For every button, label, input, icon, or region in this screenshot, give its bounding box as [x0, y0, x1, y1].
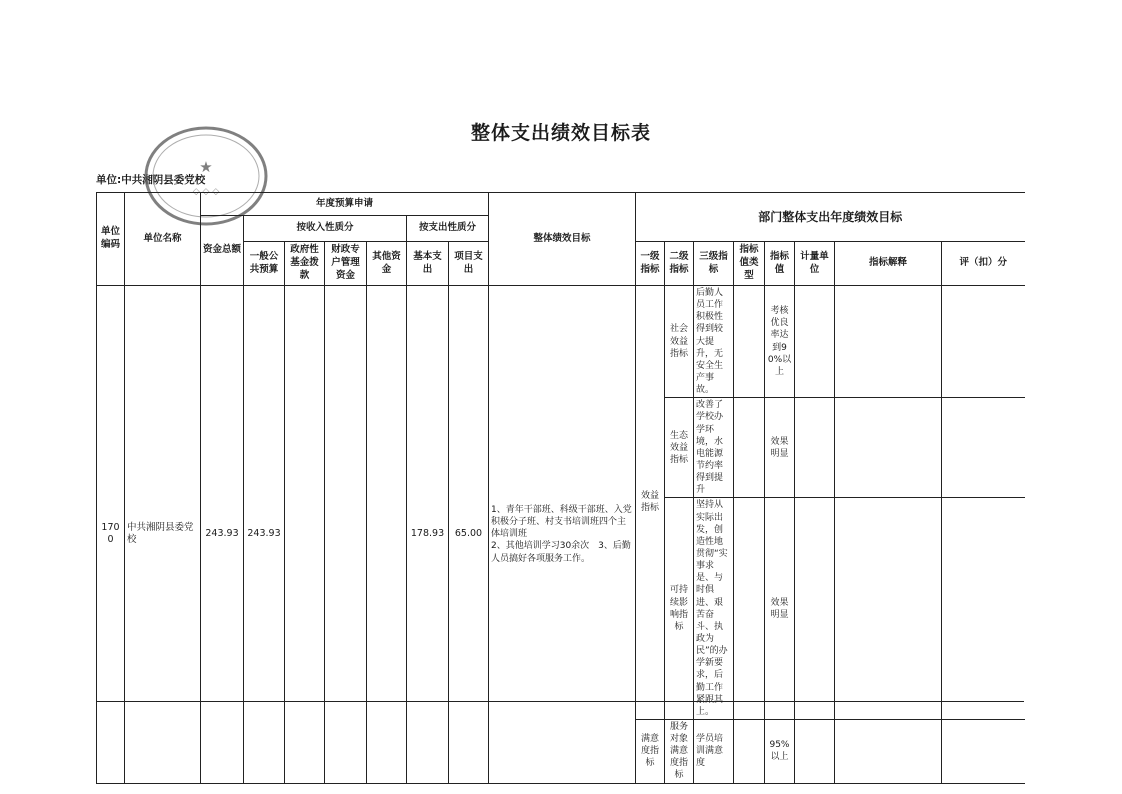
- cell-general: 243.93: [244, 286, 285, 784]
- cell-ind1-score: [942, 286, 1025, 398]
- cell-ind1-level1: 效益指标: [636, 286, 665, 720]
- header-by-income: 按收入性质分: [244, 216, 407, 242]
- header-fiscal-special: 财政专户管理资金: [325, 242, 367, 286]
- cell-ind4-level2: 服务对象满意度指标: [665, 719, 694, 783]
- cell-fiscal-special: [325, 286, 367, 784]
- header-annual-budget: 年度预算申请: [201, 193, 489, 216]
- header-other-funds: 其他资金: [367, 242, 407, 286]
- cell-ind4-type: [734, 719, 765, 783]
- cell-ind3-value: 效果明显: [765, 498, 795, 720]
- header-basic-expense: 基本支出: [407, 242, 449, 286]
- cell-ind4-unit: [795, 719, 835, 783]
- header-project-expense: 项目支出: [449, 242, 489, 286]
- cell-ind3-score: [942, 498, 1025, 720]
- cell-ind4-value: 95%以上: [765, 719, 795, 783]
- svg-text:◇ ◇ ◇: ◇ ◇ ◇: [192, 187, 220, 197]
- cell-unit-name: 中共湘阴县委党校: [125, 286, 201, 784]
- cell-ind4-level3: 学员培训满意度: [694, 719, 734, 783]
- table-row: [97, 286, 1025, 398]
- cell-ind2-level2: 生态效益指标: [665, 398, 694, 498]
- cell-ind2-type: [734, 398, 765, 498]
- header-indicator-value: 指标值: [765, 242, 795, 286]
- header-general-budget: 一般公共预算: [244, 242, 285, 286]
- cell-ind3-explain: [835, 498, 942, 720]
- cell-project: 65.00: [449, 286, 489, 784]
- cell-ind1-level3: 后勤人员工作积极性得到较大提升，无安全生产事故。: [694, 286, 734, 398]
- header-gov-fund: 政府性基金拨款: [285, 242, 325, 286]
- cell-ind2-score: [942, 398, 1025, 498]
- cell-ind1-value: 考核优良率达到90%以上: [765, 286, 795, 398]
- header-scoring: 评（扣）分: [942, 242, 1025, 286]
- cell-unit-code: 1700: [97, 286, 125, 784]
- cell-ind2-value: 效果明显: [765, 398, 795, 498]
- performance-table-container: [96, 192, 1024, 781]
- cell-ind1-level2: 社会效益指标: [665, 286, 694, 398]
- cell-ind2-explain: [835, 398, 942, 498]
- header-total-funds: 资金总额: [201, 216, 244, 286]
- cell-ind3-unit: [795, 498, 835, 720]
- header-unit-name: 单位名称: [125, 193, 201, 286]
- table-bottom-border: [96, 701, 1024, 702]
- cell-other: [367, 286, 407, 784]
- page-title: 整体支出绩效目标表: [470, 122, 651, 144]
- svg-text:★: ★: [199, 158, 213, 176]
- header-measure-unit: 计量单位: [795, 242, 835, 286]
- cell-ind4-score: [942, 719, 1025, 783]
- unit-value: 中共湘阴县委党校: [121, 174, 206, 186]
- header-unit-code: 单位编码: [97, 193, 125, 286]
- cell-goal-text: 1、青年干部班、科级干部班、入党积极分子班、村支书培训班四个主体培训班 2、其他培训学习30余次 3、后勤人员搞好各项服务工作。: [489, 286, 636, 784]
- unit-label: 单位:: [96, 174, 122, 186]
- cell-ind1-type: [734, 286, 765, 398]
- cell-ind3-level2: 可持续影响指标: [665, 498, 694, 720]
- cell-ind1-unit: [795, 286, 835, 398]
- header-dept-goal: 部门整体支出年度绩效目标: [636, 193, 1025, 242]
- cell-ind2-level3: 改善了学校办学环境，水电能源节约率得到提升: [694, 398, 734, 498]
- cell-ind2-unit: [795, 398, 835, 498]
- header-overall-goal: 整体绩效目标: [489, 193, 636, 286]
- cell-ind1-explain: [835, 286, 942, 398]
- cell-ind4-level1: 满意度指标: [636, 719, 665, 783]
- cell-ind3-type: [734, 498, 765, 720]
- header-level2: 二级指标: [665, 242, 694, 286]
- cell-basic: 178.93: [407, 286, 449, 784]
- header-explanation: 指标解释: [835, 242, 942, 286]
- performance-table: [96, 192, 1025, 784]
- header-value-type: 指标值类型: [734, 242, 765, 286]
- header-level1: 一级指标: [636, 242, 665, 286]
- cell-total: 243.93: [201, 286, 244, 784]
- header-level3: 三级指标: [694, 242, 734, 286]
- cell-gov-fund: [285, 286, 325, 784]
- header-by-expense: 按支出性质分: [407, 216, 489, 242]
- cell-ind3-level3: 坚持从实际出发，创造性地贯彻“实事求是、与时俱进、艰苦奋斗、执政为民”的办学新要求，后勤工作紧跟其上。: [694, 498, 734, 720]
- cell-ind4-explain: [835, 719, 942, 783]
